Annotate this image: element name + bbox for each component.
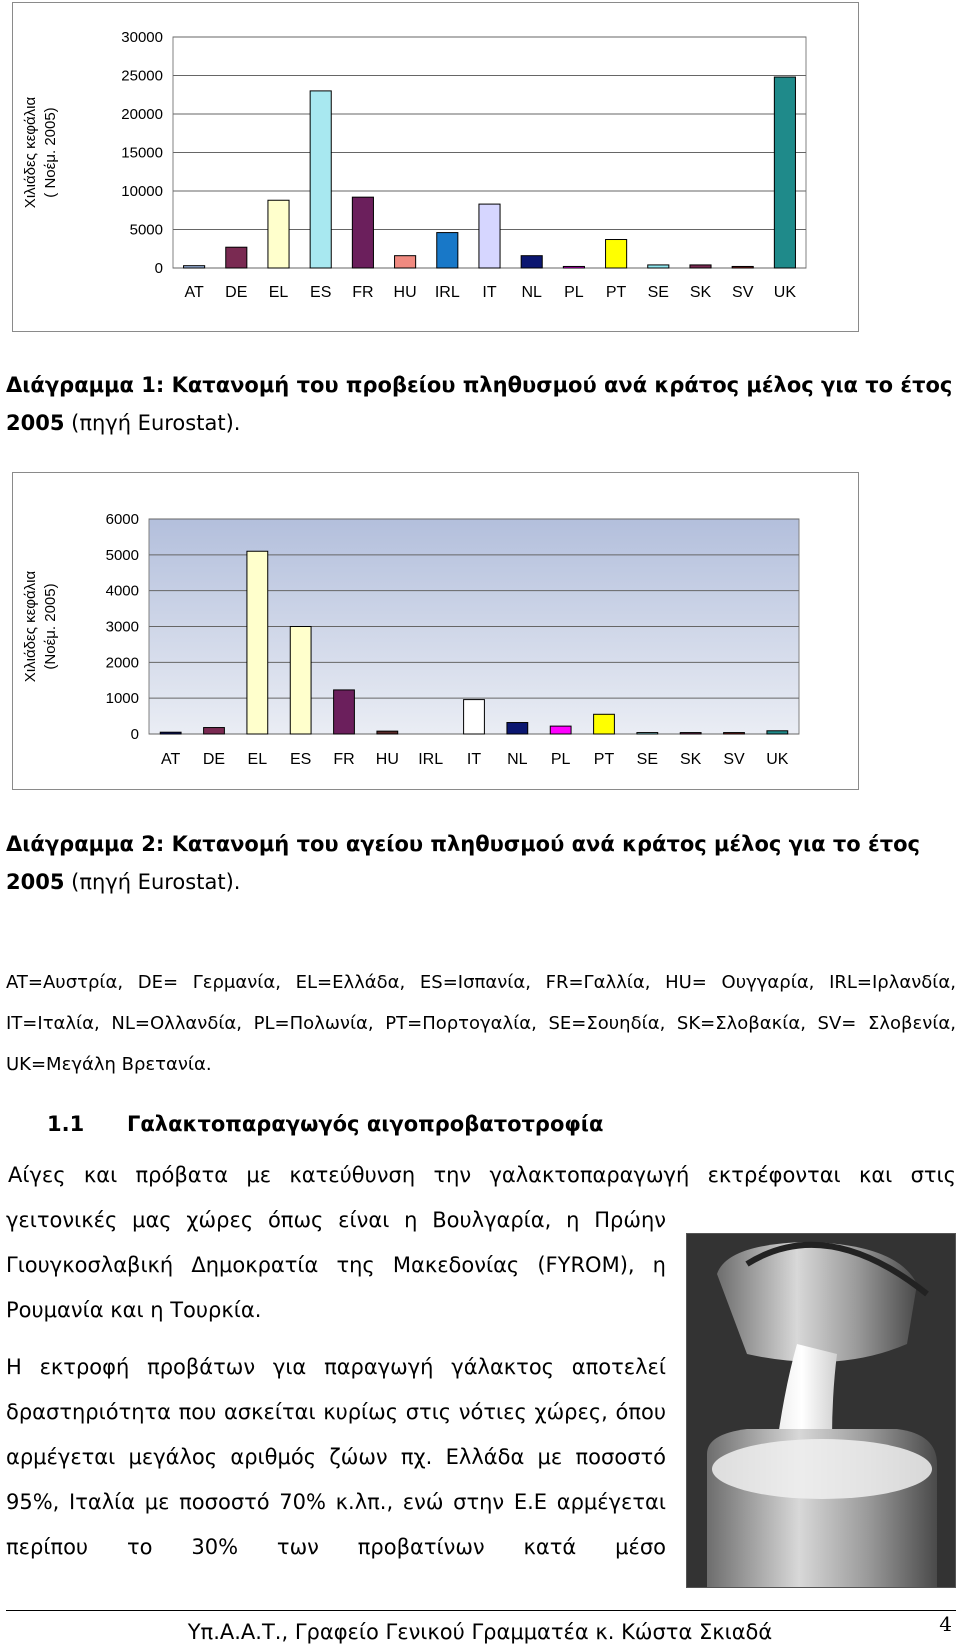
x-tick-label: UK [773,284,797,301]
x-tick-label: UK [766,751,789,768]
y-tick-label: 1000 [105,690,139,708]
y-tick-label: 5000 [129,221,163,239]
bar-ES [290,627,311,735]
milk-can-photo [686,1233,956,1588]
caption-2 [6,825,954,901]
y-tick-label: 0 [130,726,139,743]
y-tick-label: 2000 [105,654,139,672]
chart-1 [12,2,859,332]
y-tick-label: 15000 [121,144,163,162]
x-tick-label: EL [268,284,289,301]
bar-UK [767,731,788,734]
x-tick-label: PL [564,284,584,301]
caption-2-source: (πηγή Eurostat). [64,870,241,894]
bar-IT [464,700,485,734]
section-title: Γαλακτοπαραγωγός αιγοπροβατοτροφία [127,1112,604,1136]
x-tick-label: FR [352,284,374,301]
bar-IT [479,204,500,268]
bar-SE [648,265,669,268]
x-tick-label: HU [375,751,399,768]
x-tick-label: IT [466,751,482,768]
caption-1 [6,366,954,442]
x-tick-label: SE [647,284,669,301]
x-tick-label: ES [310,284,332,301]
footer-rule [6,1610,956,1611]
bar-SV [732,266,753,268]
y-tick-label: 4000 [105,582,139,600]
y-tick-label: 3000 [105,618,139,636]
bar-PT [606,240,627,268]
y-axis-label: Χιλιάδες κεφάλια [22,96,39,209]
bar-SK [680,733,701,734]
x-tick-label: IRL [434,284,460,301]
caption-1-source: (πηγή Eurostat). [64,411,241,435]
bar-NL [507,723,528,734]
bar-EL [268,200,289,268]
x-tick-label: NL [507,751,528,768]
bar-PT [594,714,615,734]
bar-ES [310,91,331,268]
x-tick-label: PT [593,751,615,768]
y-tick-label: 10000 [121,183,163,200]
footer-text: Υπ.Α.Α.Τ., Γραφείο Γενικού Γραμματέα κ. Κώστα Σκιαδά [187,1620,773,1644]
y-tick-label: 5000 [105,546,139,564]
bar-AT [184,266,205,268]
bar-DE [204,728,225,734]
x-tick-label: SK [689,284,712,301]
chart-2-svg [13,473,860,791]
bar-DE [226,247,247,268]
y-tick-label: 25000 [121,67,163,85]
country-legend: AT=Αυστρία, DE= Γερμανία, EL=Ελλάδα, ES=Ισπανία, FR=Γαλλία, HU= Ουγγαρία, IRL=Ιρλανδία, IT=Ιταλία, NL=Ολλανδία, PL=Πολωνία, PT=Πορτογαλία, SE=Σουηδία, SK=Σλοβακία, SV= Σλοβενία, UK=Μεγάλη Βρετανία. [6,972,956,1075]
bar-HU [395,256,416,268]
bar-NL [521,256,542,268]
bar-IRL [437,233,458,268]
chart-2 [12,472,859,790]
bar-EL [247,551,268,734]
bar-HU [377,731,398,734]
bar-FR [352,197,373,268]
x-tick-label: FR [333,751,355,768]
x-tick-label: IRL [418,751,444,768]
bar-SV [724,733,745,734]
bar-PL [563,266,584,268]
y-tick-label: 0 [154,260,163,277]
x-tick-label: PL [550,751,571,768]
y-axis-label: (Νοέμ. 2005) [42,583,59,670]
x-tick-label: ES [289,751,312,768]
section-number: 1.1 [47,1112,85,1136]
bar-SE [637,733,658,734]
bar-UK [774,77,795,268]
x-tick-label: SV [723,751,745,768]
x-tick-label: SK [679,751,702,768]
bar-PL [550,726,571,734]
x-tick-label: IT [482,284,497,301]
section-heading [47,1112,603,1136]
paragraph-1-rest: γειτονικές μας χώρες όπως είναι η Βουλγαρία, η Πρώην Γιουγκοσλαβική Δημοκρατία της Μακεδονίας (FYROM), η Ρουμανία και η Τουρκία. [6,1208,666,1322]
caption-2-bold: Διάγραμμα 2: Κατανομή του αγείου πληθυσμού ανά κράτος μέλος για το έτος 2005 [6,832,920,894]
x-tick-label: DE [225,284,248,301]
paragraph-1-line-1: Αίγες και πρόβατα με κατεύθυνση την γαλακτοπαραγωγή εκτρέφονται και στις [8,1163,956,1187]
caption-1-bold: Διάγραμμα 1: Κατανομή του προβείου πληθυσμού ανά κράτος μέλος για το έτος 2005 [6,373,953,435]
y-tick-label: 6000 [105,511,139,528]
chart-1-svg [13,3,860,333]
x-tick-label: HU [393,284,417,301]
page-number: 4 [939,1612,952,1636]
x-tick-label: DE [202,751,226,768]
x-tick-label: NL [521,284,542,301]
y-axis-label: Χιλιάδες κεφάλια [22,570,39,683]
milk-can-illustration [687,1234,956,1588]
x-tick-label: AT [184,284,204,301]
bar-AT [160,732,181,734]
y-tick-label: 30000 [121,29,163,46]
y-axis-label: ( Νοέμ. 2005) [42,107,59,198]
x-tick-label: SV [732,284,754,301]
x-tick-label: AT [161,751,181,768]
y-tick-label: 20000 [121,106,163,123]
x-tick-label: SE [636,751,659,768]
paragraph-2: Η εκτροφή προβάτων για παραγωγή γάλακτος αποτελεί δραστηριότητα που ασκείται κυρίως στις νότιες χώρες, όπου αρμέγεται μεγάλος αριθμός ζώων πχ. Ελλάδα με ποσοστό 95%, Ιταλία με ποσοστό 70% κ.λπ., ενώ στην Ε.Ε αρμέγεται περίπου το 30% των προβατίνων κατά μέσο [6,1355,666,1559]
x-tick-label: EL [247,751,268,768]
bar-SK [690,265,711,268]
x-tick-label: PT [605,284,627,301]
bar-FR [334,690,355,734]
